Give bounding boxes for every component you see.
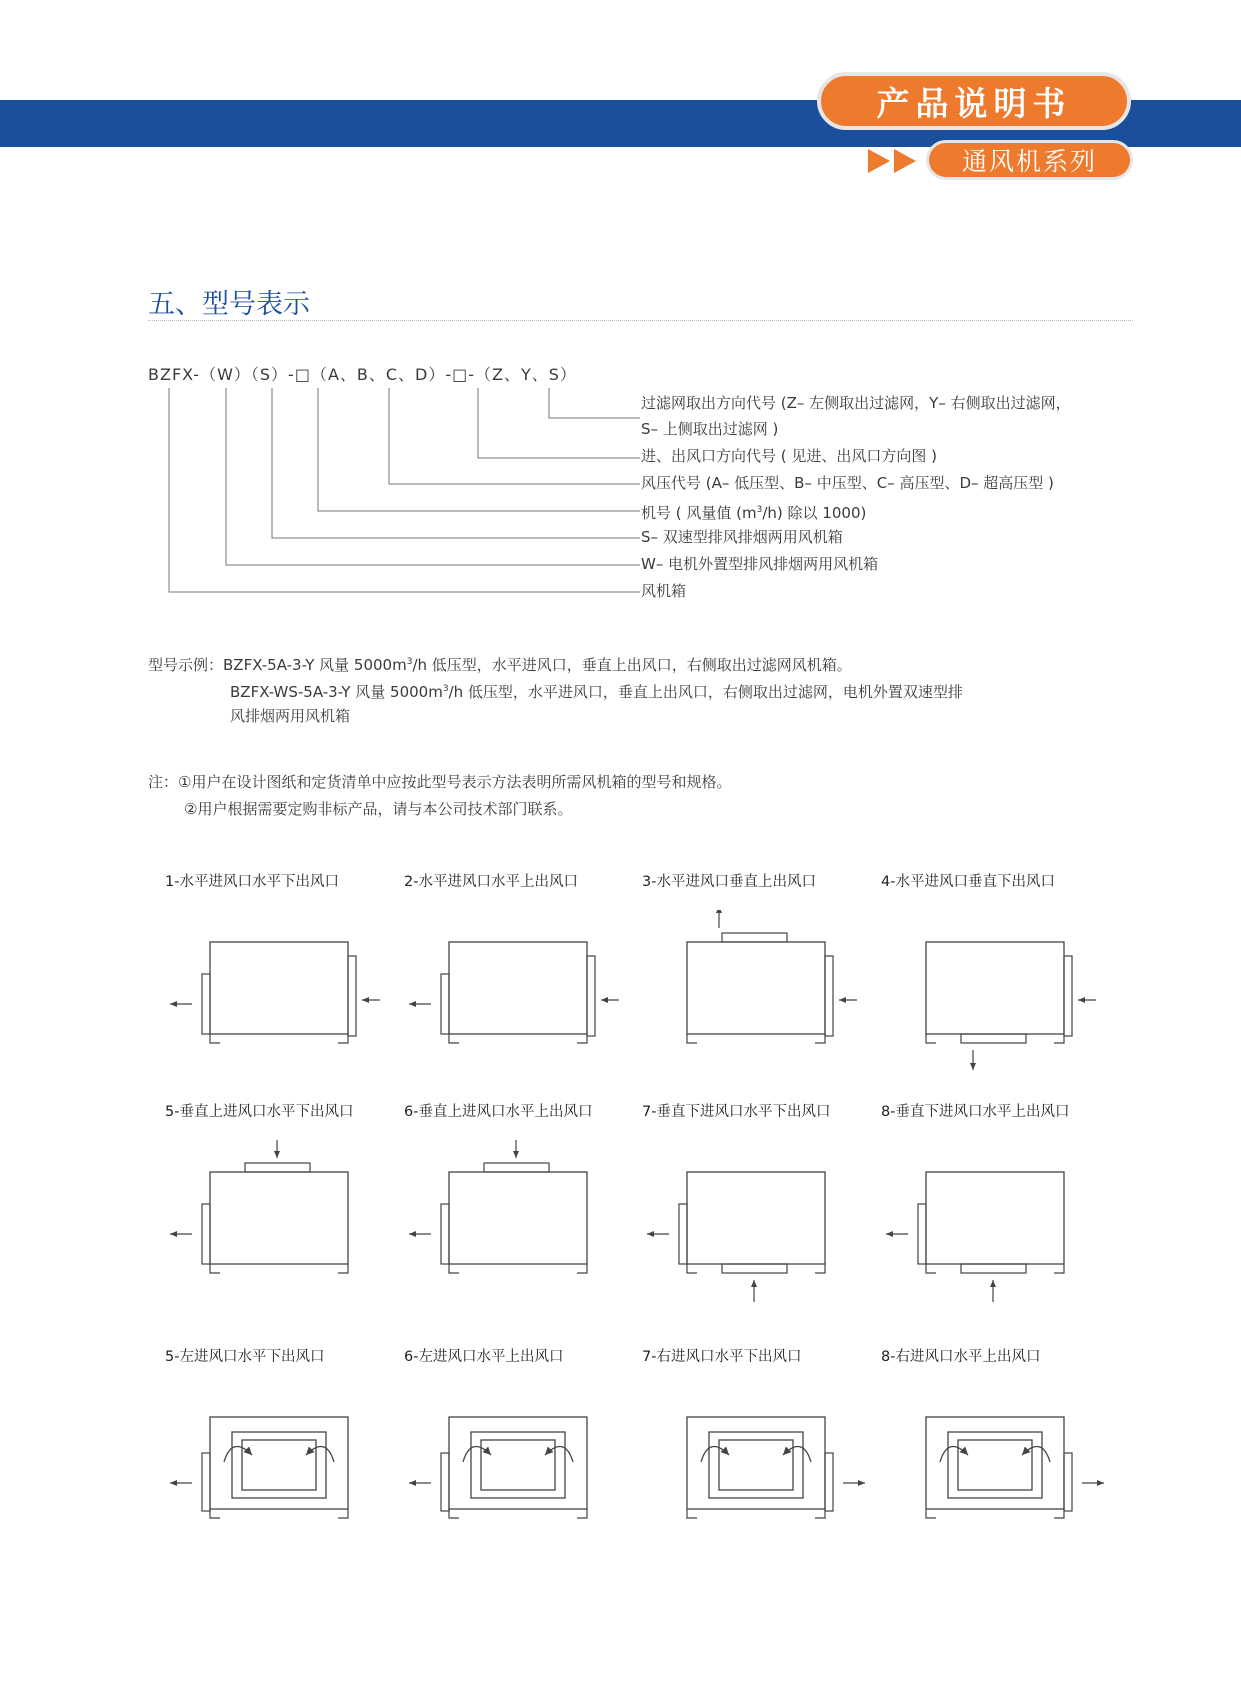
legend-item: 风机箱 [641,582,687,600]
legend-item: 进、出风口方向代号 ( 见进、出风口方向图 ) [641,447,938,465]
section-title: 五、型号表示 [148,289,310,320]
fan-box-diagram [404,1385,634,1585]
diagram-caption: 6-左进风口水平上出风口 [404,1349,564,1365]
model-code: BZFX-（W）（S）-□（A、B、C、D）-□-（Z、Y、S） [148,365,577,384]
note-1: 注：①用户在设计图纸和定货清单中应按此型号表示方法表明所需风机箱的型号和规格。 [148,773,732,791]
diagram-caption: 6-垂直上进风口水平上出风口 [404,1104,593,1120]
fan-box-diagram [881,1140,1111,1340]
fan-box-diagram [881,1385,1111,1585]
double-arrow-icon [868,149,920,173]
example-line-2: BZFX-WS-5A-3-Y 风量 $5000m^3/h$ 低压型，水平进风口，垂直上出风口，右侧取出过滤网，电机外置双速型排 [230,683,963,701]
legend-item: S– 上侧取出过滤网 ) [641,420,779,438]
legend-item: W– 电机外置型排风排烟两用风机箱 [641,555,879,573]
fan-box-diagram [642,1385,872,1585]
fan-box-diagram [165,1385,395,1585]
fan-box-diagram [881,910,1111,1110]
example-line-3: 风排烟两用风机箱 [230,707,351,725]
section-divider [148,320,1133,321]
diagram-caption: 7-右进风口水平下出风口 [642,1349,802,1365]
diagram-caption: 7-垂直下进风口水平下出风口 [642,1104,831,1120]
fan-box-diagram [165,1140,395,1340]
example-line-1: 型号示例：BZFX-5A-3-Y 风量 $5000m^3/h$ 低压型，水平进风口，垂直上出风口，右侧取出过滤网风机箱。 [148,656,852,674]
fan-box-diagram [165,910,395,1110]
diagram-caption: 8-右进风口水平上出风口 [881,1349,1041,1365]
diagram-caption: 8-垂直下进风口水平上出风口 [881,1104,1070,1120]
legend-item: 风压代号 (A– 低压型、B– 中压型、C– 高压型、D– 超高压型 ) [641,474,1054,492]
fan-box-diagram [642,910,872,1110]
header-title: 产品说明书 [817,72,1131,130]
legend-item: S– 双速型排风排烟两用风机箱 [641,528,843,546]
diagram-caption: 4-水平进风口垂直下出风口 [881,874,1055,890]
diagram-caption: 1-水平进风口水平下出风口 [165,874,339,890]
fan-box-diagram [404,910,634,1110]
note-2: ②用户根据需要定购非标产品，请与本公司技术部门联系。 [184,800,573,818]
diagram-caption: 3-水平进风口垂直上出风口 [642,874,816,890]
diagram-caption: 5-左进风口水平下出风口 [165,1349,325,1365]
legend-item: 机号 ( 风量值 $(m^3/h)$ 除以 1000) [641,504,867,522]
fan-box-diagram [642,1140,872,1340]
diagram-caption: 5-垂直上进风口水平下出风口 [165,1104,354,1120]
legend-item: 过滤网取出方向代号 (Z– 左侧取出过滤网，Y– 右侧取出过滤网， [641,394,1071,412]
diagram-caption: 2-水平进风口水平上出风口 [404,874,578,890]
header-subtitle: 通风机系列 [926,140,1133,180]
fan-box-diagram [404,1140,634,1340]
